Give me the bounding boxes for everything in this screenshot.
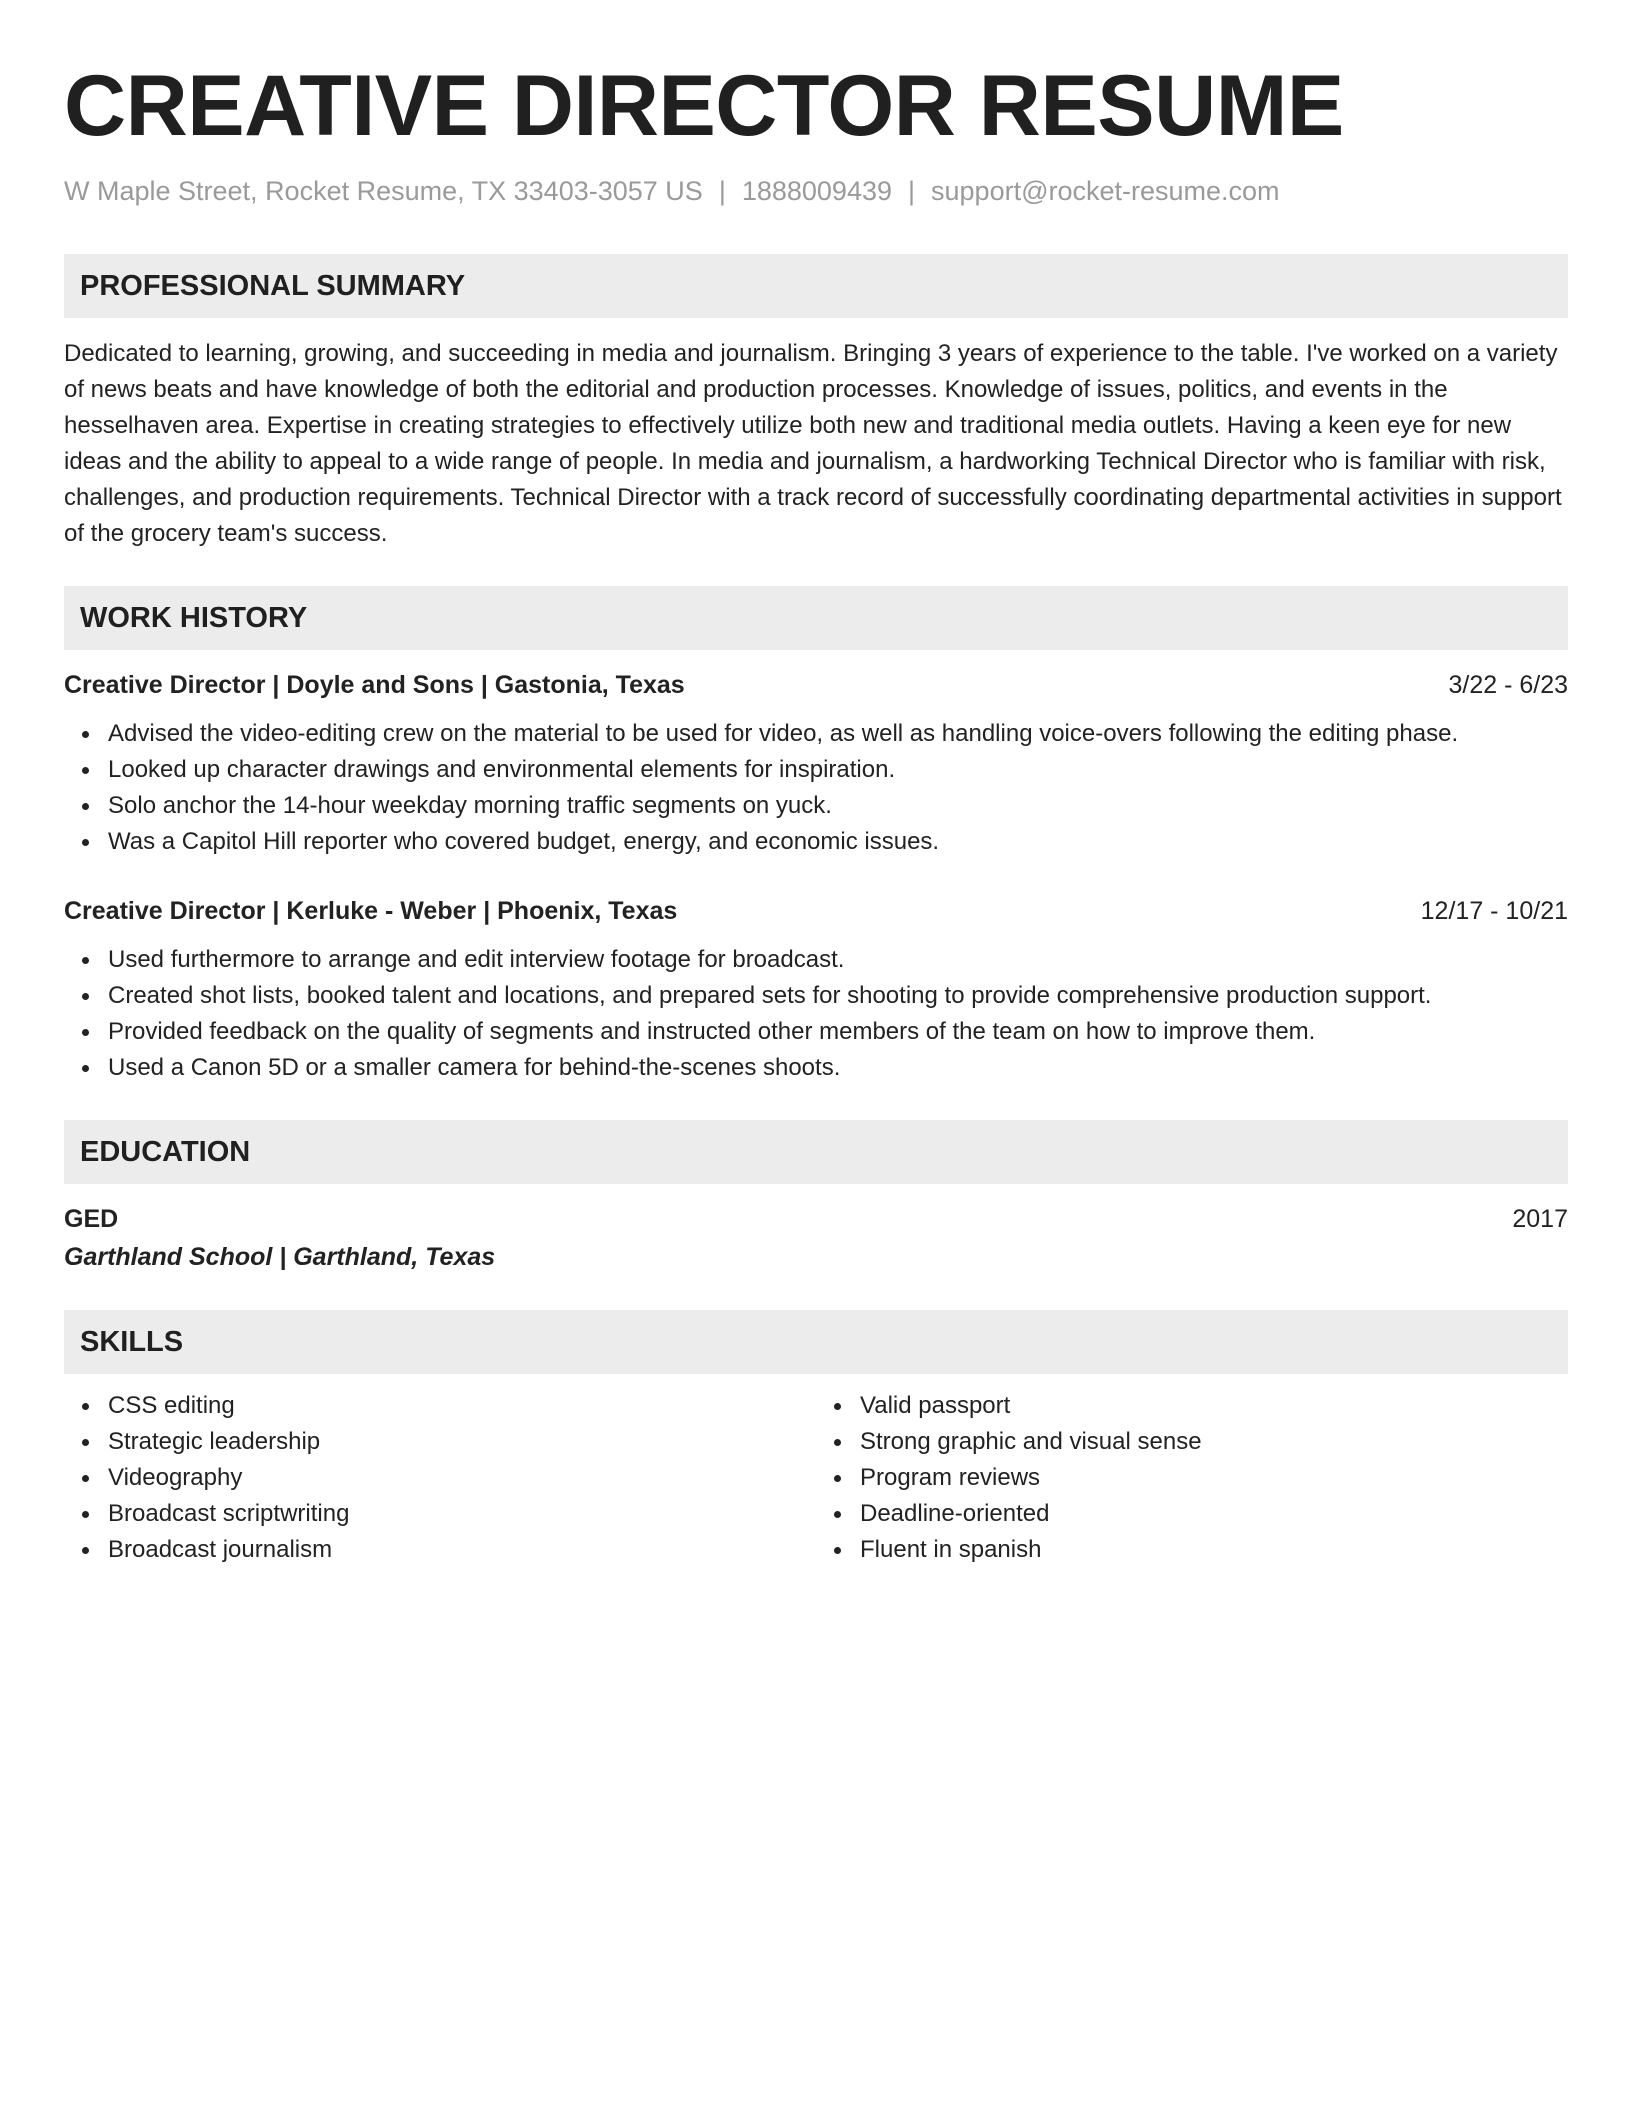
list-item: Provided feedback on the quality of segments and instructed other members of the team on how to improve them. bbox=[108, 1014, 1568, 1050]
job-bullets bbox=[64, 942, 1568, 1086]
section-header-skills: SKILLS bbox=[64, 1310, 1568, 1374]
education-year: 2017 bbox=[1512, 1205, 1568, 1233]
contact-separator: | bbox=[718, 176, 726, 206]
education-header bbox=[64, 1202, 1568, 1236]
job-dates: 3/22 - 6/23 bbox=[1448, 671, 1568, 699]
job-bullets bbox=[64, 716, 1568, 860]
list-item: Deadline-oriented bbox=[860, 1496, 1568, 1532]
list-item: Advised the video-editing crew on the material to be used for video, as well as handling voice-overs following the editing phase. bbox=[108, 716, 1568, 752]
resume-title: CREATIVE DIRECTOR RESUME bbox=[64, 58, 1344, 154]
section-header-work-history: WORK HISTORY bbox=[64, 586, 1568, 650]
job-entry bbox=[64, 894, 1568, 1086]
job-title: Creative Director | Kerluke - Weber | Phoenix, Texas bbox=[64, 897, 678, 925]
list-item: Solo anchor the 14-hour weekday morning traffic segments on yuck. bbox=[108, 788, 1568, 824]
summary-text: Dedicated to learning, growing, and succeeding in media and journalism. Bringing 3 years of experience to the table. I've worked on a variety of news beats and have knowledge of both the editorial and production processes. Knowledge of issues, politics, and events in the hesselhaven area. Expertise in creating strategies to effectively utilize both new and traditional media outlets. Having a keen eye for new ideas and the ability to appeal to a wide range of people. In media and journalism, a hardworking Technical Director who is familiar with risk, challenges, and production requirements. Technical Director with a track record of successfully coordinating departmental activities in support of the grocery team's success. bbox=[64, 340, 1562, 547]
list-item: Fluent in spanish bbox=[860, 1532, 1568, 1568]
skills-list bbox=[64, 1388, 1568, 1568]
list-item: Strong graphic and visual sense bbox=[860, 1424, 1568, 1460]
list-item: Valid passport bbox=[860, 1388, 1568, 1424]
list-item: Used a Canon 5D or a smaller camera for behind-the-scenes shoots. bbox=[108, 1050, 1568, 1086]
contact-phone: 1888009439 bbox=[741, 176, 892, 206]
contact-line bbox=[64, 174, 1568, 208]
list-item: Program reviews bbox=[860, 1460, 1568, 1496]
list-item: Broadcast journalism bbox=[108, 1532, 816, 1568]
job-entry bbox=[64, 668, 1568, 860]
contact-email: support@rocket-resume.com bbox=[931, 176, 1280, 206]
job-header bbox=[64, 668, 1568, 702]
list-item: Strategic leadership bbox=[108, 1424, 816, 1460]
list-item: Created shot lists, booked talent and locations, and prepared sets for shooting to provide comprehensive production support. bbox=[108, 978, 1568, 1014]
job-dates: 12/17 - 10/21 bbox=[1420, 897, 1568, 925]
education-degree: GED bbox=[64, 1205, 119, 1233]
list-item: Broadcast scriptwriting bbox=[108, 1496, 816, 1532]
section-header-education: EDUCATION bbox=[64, 1120, 1568, 1184]
list-item: Looked up character drawings and environmental elements for inspiration. bbox=[108, 752, 1568, 788]
list-item: Videography bbox=[108, 1460, 816, 1496]
skills-bullets bbox=[816, 1388, 1568, 1568]
list-item: Used furthermore to arrange and edit interview footage for broadcast. bbox=[108, 942, 1568, 978]
skills-column-left bbox=[64, 1388, 816, 1568]
section-header-summary: PROFESSIONAL SUMMARY bbox=[64, 254, 1568, 318]
education-entry bbox=[64, 1202, 1568, 1274]
skills-bullets bbox=[64, 1388, 816, 1568]
list-item: Was a Capitol Hill reporter who covered budget, energy, and economic issues. bbox=[108, 824, 1568, 860]
contact-separator: | bbox=[908, 176, 916, 206]
job-title: Creative Director | Doyle and Sons | Gastonia, Texas bbox=[64, 671, 685, 699]
contact-address: W Maple Street, Rocket Resume, TX 33403-3057 US bbox=[64, 176, 703, 206]
education-school: Garthland School | Garthland, Texas bbox=[64, 1243, 496, 1271]
skills-column-right bbox=[816, 1388, 1568, 1568]
list-item: CSS editing bbox=[108, 1388, 816, 1424]
job-header bbox=[64, 894, 1568, 928]
